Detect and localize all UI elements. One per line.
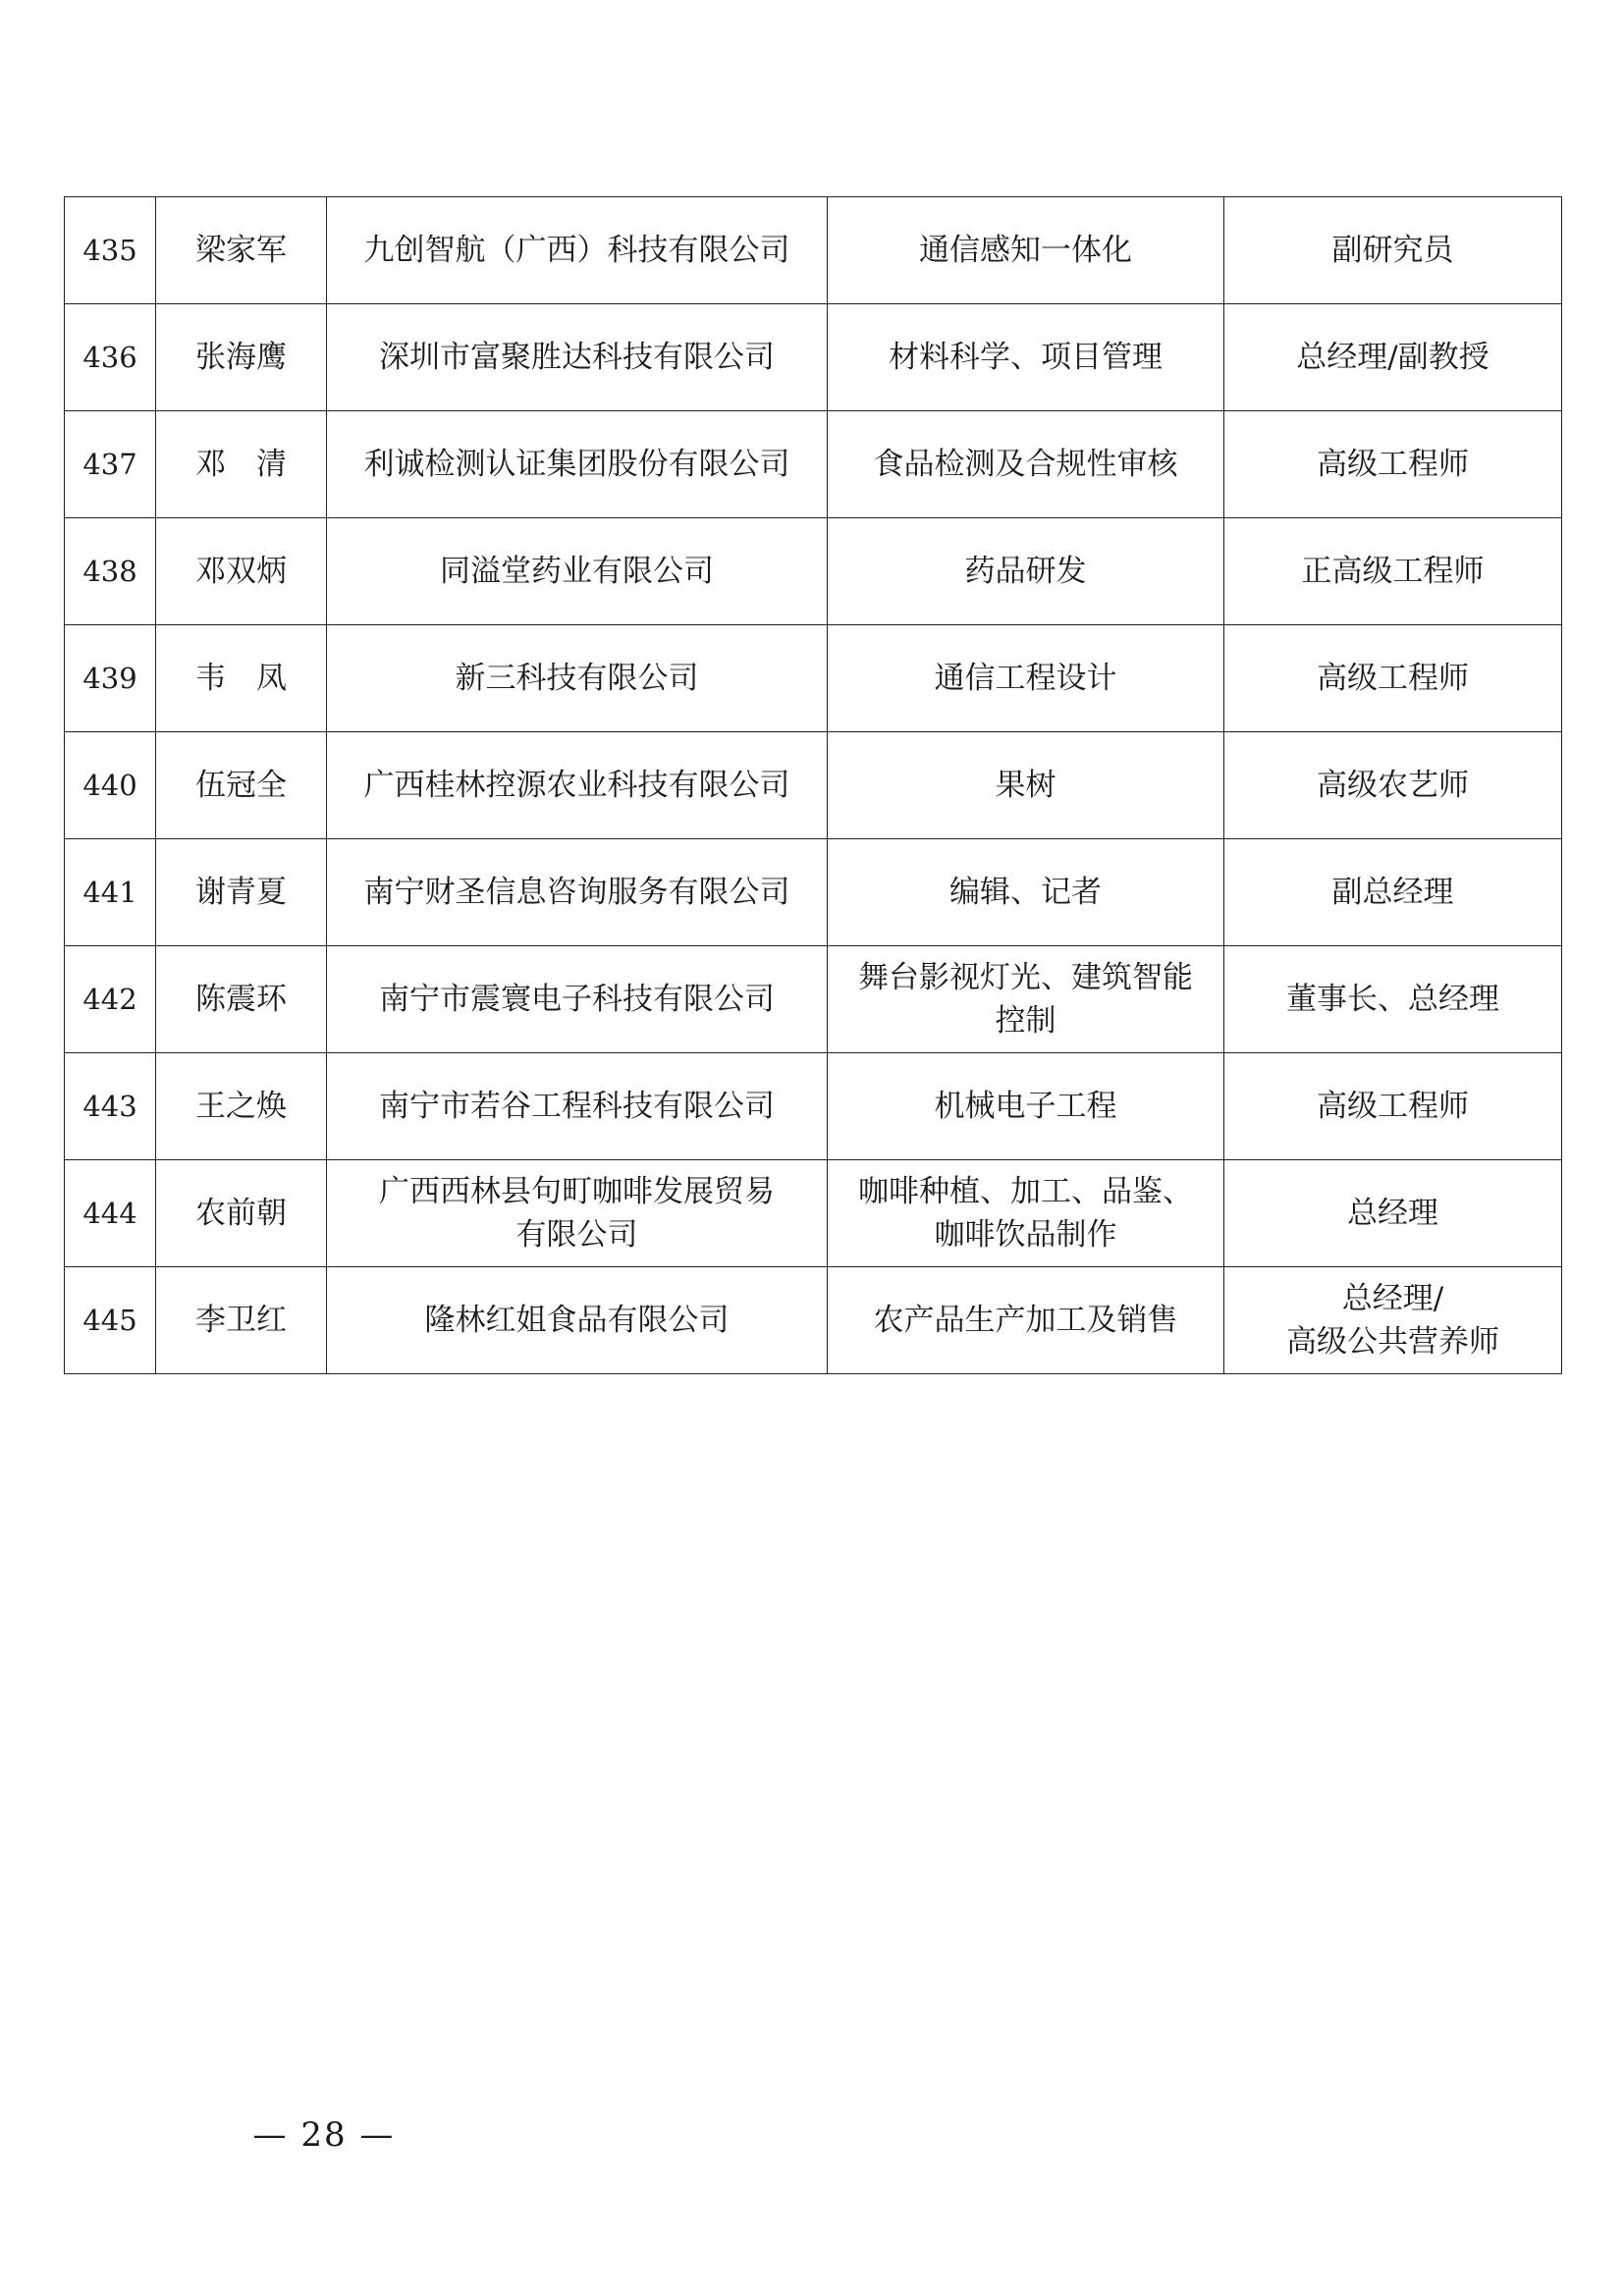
specialty-cell: 舞台影视灯光、建筑智能 控制 [828,946,1224,1053]
name-cell: 梁家军 [156,197,327,304]
organization-cell: 广西桂林控源农业科技有限公司 [327,732,828,839]
specialty-cell: 果树 [828,732,1224,839]
table-row [65,732,1562,839]
specialty-cell: 食品检测及合规性审核 [828,411,1224,518]
roster-table-body [65,197,1562,1374]
serial-number-cell: 445 [65,1267,156,1374]
organization-cell: 新三科技有限公司 [327,625,828,732]
specialty-cell: 药品研发 [828,518,1224,625]
specialty-cell: 通信感知一体化 [828,197,1224,304]
serial-number-cell: 438 [65,518,156,625]
table-row [65,197,1562,304]
specialty-cell: 机械电子工程 [828,1053,1224,1160]
serial-number-cell: 443 [65,1053,156,1160]
name-cell: 张海鹰 [156,304,327,411]
table-row [65,625,1562,732]
table-row [65,1053,1562,1160]
serial-number-cell: 436 [65,304,156,411]
job-title-cell: 高级工程师 [1224,625,1562,732]
job-title-cell: 总经理/副教授 [1224,304,1562,411]
organization-cell: 利诚检测认证集团股份有限公司 [327,411,828,518]
name-cell: 王之焕 [156,1053,327,1160]
job-title-cell: 副总经理 [1224,839,1562,946]
specialty-cell: 通信工程设计 [828,625,1224,732]
job-title-cell: 总经理 [1224,1160,1562,1267]
name-cell: 谢青夏 [156,839,327,946]
organization-cell: 南宁市震寰电子科技有限公司 [327,946,828,1053]
serial-number-cell: 439 [65,625,156,732]
table-row [65,839,1562,946]
table-row [65,518,1562,625]
organization-cell: 隆林红姐食品有限公司 [327,1267,828,1374]
specialty-cell: 材料科学、项目管理 [828,304,1224,411]
serial-number-cell: 435 [65,197,156,304]
job-title-cell: 高级工程师 [1224,1053,1562,1160]
organization-cell: 同溢堂药业有限公司 [327,518,828,625]
job-title-cell: 正高级工程师 [1224,518,1562,625]
organization-cell: 广西西林县句町咖啡发展贸易 有限公司 [327,1160,828,1267]
organization-cell: 深圳市富聚胜达科技有限公司 [327,304,828,411]
name-cell: 邓 清 [156,411,327,518]
table-row [65,304,1562,411]
name-cell: 韦 凤 [156,625,327,732]
serial-number-cell: 444 [65,1160,156,1267]
table-row [65,946,1562,1053]
name-cell: 农前朝 [156,1160,327,1267]
organization-cell: 九创智航（广西）科技有限公司 [327,197,828,304]
table-row [65,411,1562,518]
name-cell: 李卫红 [156,1267,327,1374]
table-row [65,1267,1562,1374]
serial-number-cell: 440 [65,732,156,839]
name-cell: 邓双炳 [156,518,327,625]
page-number: — 28 — [252,2115,396,2155]
organization-cell: 南宁财圣信息咨询服务有限公司 [327,839,828,946]
table-row [65,1160,1562,1267]
name-cell: 陈震环 [156,946,327,1053]
serial-number-cell: 441 [65,839,156,946]
specialty-cell: 农产品生产加工及销售 [828,1267,1224,1374]
job-title-cell: 副研究员 [1224,197,1562,304]
organization-cell: 南宁市若谷工程科技有限公司 [327,1053,828,1160]
name-cell: 伍冠全 [156,732,327,839]
job-title-cell: 总经理/ 高级公共营养师 [1224,1267,1562,1374]
serial-number-cell: 442 [65,946,156,1053]
serial-number-cell: 437 [65,411,156,518]
roster-table [64,196,1562,1374]
job-title-cell: 董事长、总经理 [1224,946,1562,1053]
specialty-cell: 咖啡种植、加工、品鉴、 咖啡饮品制作 [828,1160,1224,1267]
job-title-cell: 高级农艺师 [1224,732,1562,839]
specialty-cell: 编辑、记者 [828,839,1224,946]
job-title-cell: 高级工程师 [1224,411,1562,518]
